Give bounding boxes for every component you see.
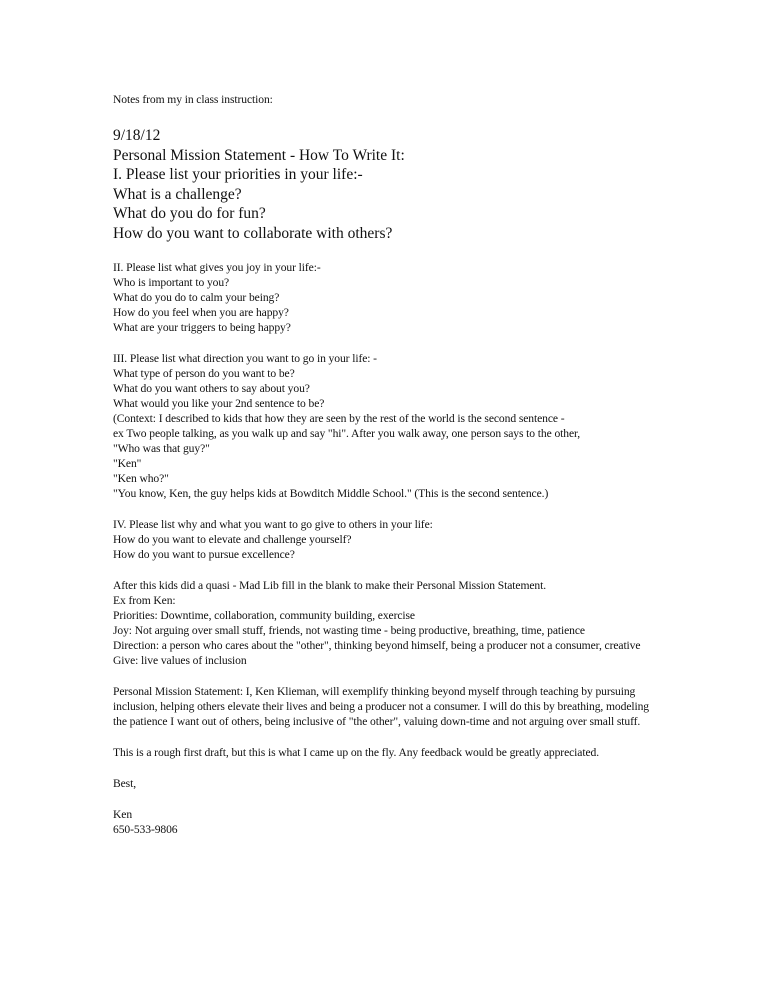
phone-number: 650-533-9806 <box>113 823 178 836</box>
signoff: Best, <box>113 777 137 790</box>
date: 9/18/12 <box>113 127 161 144</box>
section1-question: How do you want to collaborate with others? <box>113 224 393 242</box>
example-direction: Direction: a person who cares about the "other", thinking beyond himself, being a producer not a consumer, creative <box>113 639 641 652</box>
section1-heading: I. Please list your priorities in your life:- <box>113 166 363 183</box>
section2-heading: II. Please list what gives you joy in your life:- <box>113 261 321 274</box>
section3-line: ex Two people talking, as you walk up and say "hi". After you walk away, one person says to the other, <box>113 427 581 440</box>
example-give: Give: live values of inclusion <box>113 654 247 667</box>
example-intro: After this kids did a quasi - Mad Lib fill in the blank to make their Personal Mission Statement. <box>113 579 547 592</box>
section2-line: What are your triggers to being happy? <box>113 321 291 334</box>
example-joy: Joy: Not arguing over small stuff, friends, not wasting time - being productive, breathing, time, patience <box>113 624 585 637</box>
section3-line: "Who was that guy?" <box>113 442 210 455</box>
section3-line: "Ken" <box>113 457 142 470</box>
signature-block <box>113 807 658 837</box>
section1-question: What do you do for fun? <box>113 205 266 222</box>
section2-line: How do you feel when you are happy? <box>113 306 289 319</box>
page-title: Personal Mission Statement - How To Write It: <box>113 146 405 164</box>
example-from: Ex from Ken: <box>113 594 176 607</box>
section4-block <box>113 517 658 562</box>
header-block <box>113 126 658 243</box>
section1-question: What is a challenge? <box>113 185 242 203</box>
author-name: Ken <box>113 808 133 821</box>
section3-line: What would you like your 2nd sentence to be? <box>113 397 325 410</box>
intro-text: Notes from my in class instruction: <box>113 93 273 106</box>
section4-line: How do you want to elevate and challenge yourself? <box>113 533 352 546</box>
section2-line: Who is important to you? <box>113 276 230 289</box>
section3-line: (Context: I described to kids that how they are seen by the rest of the world is the second sentence - <box>113 412 565 425</box>
document-body <box>113 92 658 837</box>
example-priorities: Priorities: Downtime, collaboration, community building, exercise <box>113 609 415 622</box>
section2-line: What do you do to calm your being? <box>113 291 280 304</box>
closing-note: This is a rough first draft, but this is what I came up on the fly. Any feedback would be greatly appreciated. <box>113 746 599 759</box>
section3-block <box>113 351 658 501</box>
section3-heading: III. Please list what direction you want to go in your life: - <box>113 352 377 365</box>
section3-line: "You know, Ken, the guy helps kids at Bowditch Middle School." (This is the second sentence.) <box>113 487 549 500</box>
section3-line: What do you want others to say about you? <box>113 382 310 395</box>
section4-heading: IV. Please list why and what you want to go give to others in your life: <box>113 518 433 531</box>
section3-line: What type of person do you want to be? <box>113 367 295 380</box>
example-block <box>113 578 658 668</box>
mission-statement: Personal Mission Statement: I, Ken Klieman, will exemplify thinking beyond myself through teaching by pursuing inclusion, helping others elevate their lives and being a producer not a consumer. I will do this by breathing, modeling the patience I want out of others, being inclusive of "the other", valuing down-time and not arguing over small stuff. <box>113 685 649 728</box>
section4-line: How do you want to pursue excellence? <box>113 548 295 561</box>
section2-block <box>113 260 658 335</box>
section3-line: "Ken who?" <box>113 472 169 485</box>
